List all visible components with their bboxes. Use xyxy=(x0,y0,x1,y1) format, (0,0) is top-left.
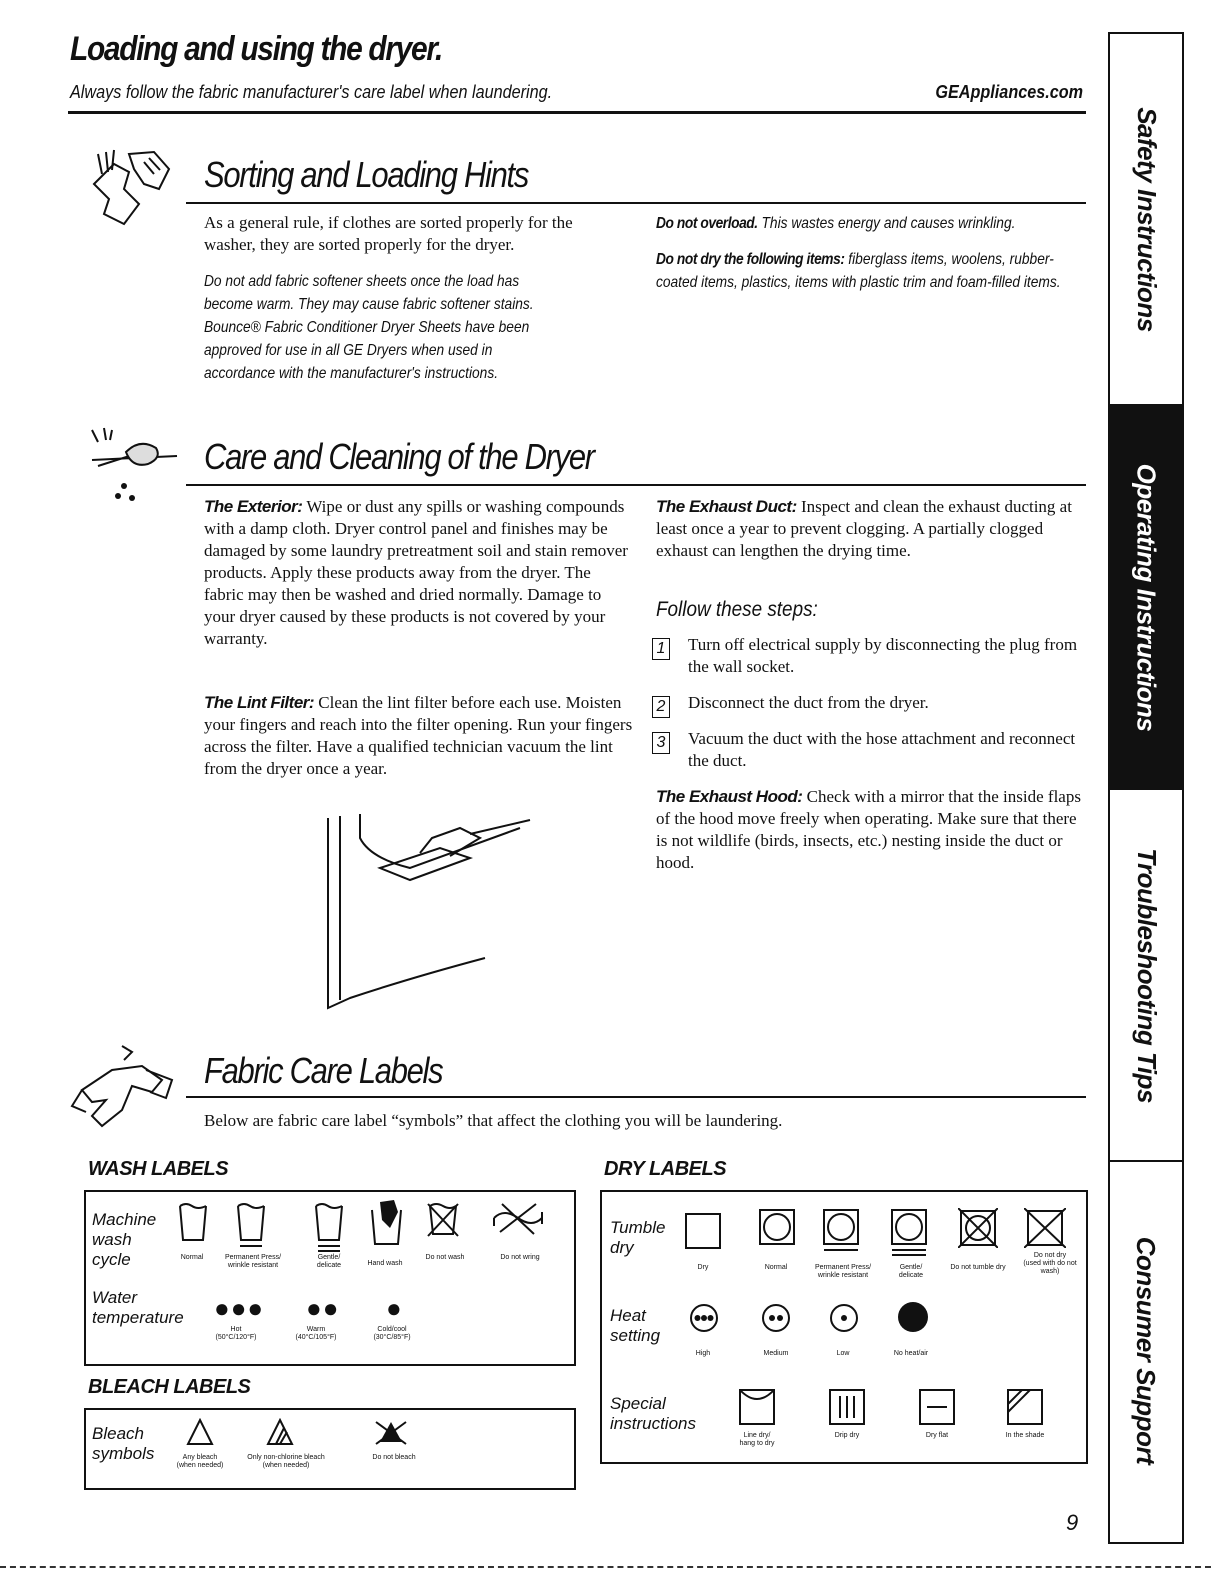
tab-consumer-support[interactable] xyxy=(1110,1162,1182,1538)
overload-paragraph xyxy=(656,212,1086,235)
tumble-dry-label xyxy=(610,1218,665,1258)
warm-caption xyxy=(286,1326,346,1342)
wash-gentle-caption xyxy=(304,1254,354,1270)
non-chlorine-caption-l1: Only non-chlorine bleach xyxy=(247,1454,325,1461)
lint-filter-illustration xyxy=(320,808,540,1018)
wash-gentle-icon xyxy=(314,1202,344,1254)
step-1-text: Turn off electrical supply by disconnecting the plug from the wall socket. xyxy=(688,635,1078,676)
do-not-dry-caption xyxy=(1020,1252,1080,1276)
cleaning-sponge-icon xyxy=(82,426,182,506)
sorting-intro: As a general rule, if clothes are sorted properly for the washer, they are sorted properly for the dryer. xyxy=(204,213,573,254)
section-heading-care: Care and Cleaning of the Dryer xyxy=(204,436,594,477)
wash-normal-icon xyxy=(178,1202,208,1244)
heat-medium-caption: Medium xyxy=(763,1350,789,1357)
heat-setting-label xyxy=(610,1306,660,1346)
no-heat-icon xyxy=(896,1300,930,1334)
do-not-bleach-caption: Do not bleach xyxy=(372,1454,416,1461)
step-2-number: 2 xyxy=(652,696,670,718)
bleach-label-line1: Bleach xyxy=(92,1424,144,1443)
dry-labels-box xyxy=(600,1190,1088,1464)
line-dry-caption xyxy=(732,1432,782,1448)
dry-flat-caption: Dry flat xyxy=(925,1432,949,1439)
tumble-dry-icon xyxy=(684,1212,722,1250)
website-link[interactable]: GEAppliances.com xyxy=(935,82,1083,102)
water-temp-label-line2: temperature xyxy=(92,1308,184,1327)
tab-troubleshooting-tips[interactable] xyxy=(1110,790,1182,1160)
tumble-pp-caption-l2: wrinkle resistant xyxy=(817,1272,869,1279)
section-heading-fabric: Fabric Care Labels xyxy=(204,1050,443,1091)
tumble-normal-icon xyxy=(758,1208,796,1246)
tumble-dry-label-line2: dry xyxy=(610,1238,634,1257)
do-not-wring-icon xyxy=(490,1202,546,1236)
wash-permanent-press-caption-l1: Permanent Press/ xyxy=(224,1254,282,1261)
tumble-gentle-caption-l1: Gentle/ xyxy=(899,1264,923,1271)
do-not-dry-caption-l1: Do not dry xyxy=(1033,1252,1067,1259)
tumble-gentle-icon xyxy=(890,1208,930,1258)
tumble-gentle-caption xyxy=(886,1264,936,1280)
bleach-label-line2: symbols xyxy=(92,1444,155,1463)
overload-text: This wastes energy and causes wrinkling. xyxy=(761,215,1016,232)
tab-operating-instructions[interactable] xyxy=(1110,406,1182,788)
exterior-paragraph xyxy=(204,496,634,650)
dry-in-shade-icon xyxy=(1006,1388,1044,1426)
line-dry-icon xyxy=(738,1388,776,1426)
wash-permanent-press-caption xyxy=(218,1254,288,1270)
water-temp-label xyxy=(92,1288,184,1328)
tab-safety-label: Safety Instructions xyxy=(1131,106,1162,332)
do-not-dry-icon xyxy=(1024,1208,1066,1248)
special-instructions-label xyxy=(610,1394,696,1434)
do-not-dry-caption-l2: (used with do not wash) xyxy=(1023,1260,1077,1275)
fabric-intro: Below are fabric care label “symbols” that affect the clothing you will be laundering. xyxy=(204,1111,783,1130)
nodry-paragraph xyxy=(656,248,1086,294)
bleach-labels-box xyxy=(84,1408,576,1490)
lint-lead: The Lint Filter: xyxy=(204,693,315,712)
tumble-pp-caption-l1: Permanent Press/ xyxy=(814,1264,872,1271)
page-number: 9 xyxy=(1066,1510,1079,1535)
step-1-number: 1 xyxy=(652,638,670,660)
page-subtitle: Always follow the fabric manufacturer's care label when laundering. xyxy=(70,82,553,102)
special-label-line1: Special xyxy=(610,1394,666,1413)
non-chlorine-caption-l2: (when needed) xyxy=(262,1462,310,1469)
wash-gentle-caption-l1: Gentle/ xyxy=(317,1254,341,1261)
hot-caption-l1: Hot xyxy=(230,1326,242,1333)
bleach-labels-heading: BLEACH LABELS xyxy=(88,1376,251,1398)
wash-cycle-label-line2: wash xyxy=(92,1230,132,1249)
heat-medium-icon xyxy=(760,1302,792,1334)
line-dry-caption-l1: Line dry/ xyxy=(743,1432,771,1439)
wash-cycle-label-line3: cycle xyxy=(92,1250,131,1269)
dry-flat-icon xyxy=(918,1388,956,1426)
tumble-normal-caption: Normal xyxy=(764,1264,788,1271)
tab-troubleshooting-label: Troubleshooting Tips xyxy=(1131,847,1162,1103)
cold-dot-icon: ● xyxy=(386,1294,402,1323)
tab-consumer-label: Consumer Support xyxy=(1131,1236,1162,1464)
heat-high-icon xyxy=(688,1302,720,1334)
duct-text: Inspect and clean the exhaust ducting at least once a year to prevent clogging. A partially clogged exhaust can lengthen the drying time. xyxy=(656,497,1072,560)
tumble-dry-caption: Dry xyxy=(697,1264,709,1271)
heat-setting-label-line2: setting xyxy=(610,1326,661,1345)
do-not-tumble-dry-icon xyxy=(958,1208,998,1248)
wash-permanent-press-caption-l2: wrinkle resistant xyxy=(227,1262,279,1269)
duct-lead: The Exhaust Duct: xyxy=(656,497,797,516)
line-dry-caption-l2: hang to dry xyxy=(739,1440,775,1447)
cold-caption-l2: (30°C/85°F) xyxy=(373,1334,411,1341)
lint-paragraph xyxy=(204,692,634,780)
warm-dots-icon: ●● xyxy=(306,1294,340,1323)
do-not-tumble-dry-caption: Do not tumble dry xyxy=(950,1264,1006,1271)
page-title: Loading and using the dryer. xyxy=(70,30,442,68)
shirt-icon xyxy=(62,1040,182,1130)
section-rule-fabric xyxy=(186,1096,1086,1098)
tumble-gentle-caption-l2: delicate xyxy=(898,1272,924,1279)
wash-labels-box xyxy=(84,1190,576,1366)
do-not-wash-caption: Do not wash xyxy=(425,1254,465,1261)
sorting-note: Do not add fabric softener sheets once the load has become warm. They may cause fabric softener stains. Bounce® Fabric Conditioner Dryer Sheets have been approved for use in all GE Dryers when used in accordance with the manufacturer's instructions. xyxy=(204,273,534,382)
do-not-wash-icon xyxy=(426,1202,460,1238)
hot-caption xyxy=(206,1326,266,1342)
drip-dry-icon xyxy=(828,1388,866,1426)
water-temp-label-line1: Water xyxy=(92,1288,138,1307)
hand-wash-caption: Hand wash xyxy=(367,1260,403,1267)
hood-paragraph xyxy=(656,786,1086,874)
section-rule-sorting xyxy=(186,202,1086,204)
wash-cycle-label xyxy=(92,1210,156,1270)
nodry-lead: Do not dry the following items: xyxy=(656,251,845,268)
header-rule xyxy=(68,111,1086,114)
step-3-number: 3 xyxy=(652,732,670,754)
step-2-text: Disconnect the duct from the dryer. xyxy=(688,693,929,712)
exterior-text: Wipe or dust any spills or washing compounds with a damp cloth. Dryer control panel and finishes may be damaged by some laundry pretreatment soil and stain remover products. Apply these products away from the dryer. The fabric may then be washed and dried normally. Damage to your dryer caused by these products is not covered by your warranty. xyxy=(204,497,628,648)
hot-dots-icon: ●●● xyxy=(214,1294,265,1323)
section-tabs-sidebar xyxy=(1108,32,1184,1544)
any-bleach-icon xyxy=(186,1418,214,1446)
heat-high-caption: High xyxy=(695,1350,711,1357)
hot-caption-l2: (50°C/120°F) xyxy=(215,1334,257,1341)
nodry-text: fiberglass items, woolens, rubber-coated items, plastics, items with plastic trim and foam-filled items. xyxy=(656,251,1061,291)
tumble-permanent-press-caption xyxy=(808,1264,878,1280)
cold-caption xyxy=(362,1326,422,1342)
do-not-wring-caption: Do not wring xyxy=(500,1254,540,1261)
warm-caption-l1: Warm xyxy=(306,1326,326,1333)
dry-labels-heading: DRY LABELS xyxy=(604,1158,727,1180)
hood-text: Check with a mirror that the inside flaps of the hood move freely when operating. Make sure that there is not wildlife (birds, insects, etc.) nesting inside the duct or hood. xyxy=(656,787,1081,872)
dry-in-shade-caption: In the shade xyxy=(1005,1432,1045,1439)
no-heat-caption: No heat/air xyxy=(893,1350,929,1357)
drip-dry-caption: Drip dry xyxy=(834,1432,860,1439)
wash-labels-heading: WASH LABELS xyxy=(88,1158,229,1180)
clothes-icon xyxy=(84,144,184,234)
do-not-bleach-icon xyxy=(374,1418,408,1446)
step-3-text: Vacuum the duct with the hose attachment and reconnect the duct. xyxy=(688,729,1076,770)
wash-cycle-label-line1: Machine xyxy=(92,1210,157,1229)
heat-low-icon xyxy=(828,1302,860,1334)
tab-safety-instructions[interactable] xyxy=(1110,34,1182,404)
exterior-lead: The Exterior: xyxy=(204,497,303,516)
special-label-line2: instructions xyxy=(610,1414,696,1433)
hood-lead: The Exhaust Hood: xyxy=(656,787,803,806)
lint-text: Clean the lint filter before each use. Moisten your fingers and reach into the filter opening. Run your fingers across the filter. Have a qualified technician vacuum the lint from the dryer once a year. xyxy=(204,693,633,778)
hand-wash-icon xyxy=(370,1198,404,1248)
page-edge-rule xyxy=(0,1566,1211,1568)
any-bleach-caption-l2: (when needed) xyxy=(176,1462,224,1469)
tumble-dry-label-line1: Tumble xyxy=(610,1218,666,1237)
any-bleach-caption xyxy=(170,1454,230,1470)
wash-gentle-caption-l2: delicate xyxy=(316,1262,342,1269)
section-heading-sorting: Sorting and Loading Hints xyxy=(204,154,529,195)
any-bleach-caption-l1: Any bleach xyxy=(182,1454,218,1461)
wash-permanent-press-icon xyxy=(236,1202,266,1250)
steps-heading: Follow these steps: xyxy=(656,598,818,621)
duct-paragraph xyxy=(656,496,1086,562)
non-chlorine-bleach-icon xyxy=(266,1418,294,1446)
cold-caption-l1: Cold/cool xyxy=(377,1326,407,1333)
heat-low-caption: Low xyxy=(836,1350,850,1357)
bleach-symbols-label xyxy=(92,1424,154,1464)
overload-lead: Do not overload. xyxy=(656,215,758,232)
heat-setting-label-line1: Heat xyxy=(610,1306,646,1325)
section-rule-care xyxy=(186,484,1086,486)
tumble-permanent-press-icon xyxy=(822,1208,862,1254)
wash-normal-caption: Normal xyxy=(180,1254,204,1261)
tab-operating-label: Operating Instructions xyxy=(1131,463,1162,731)
non-chlorine-caption xyxy=(236,1454,336,1470)
warm-caption-l2: (40°C/105°F) xyxy=(295,1334,337,1341)
